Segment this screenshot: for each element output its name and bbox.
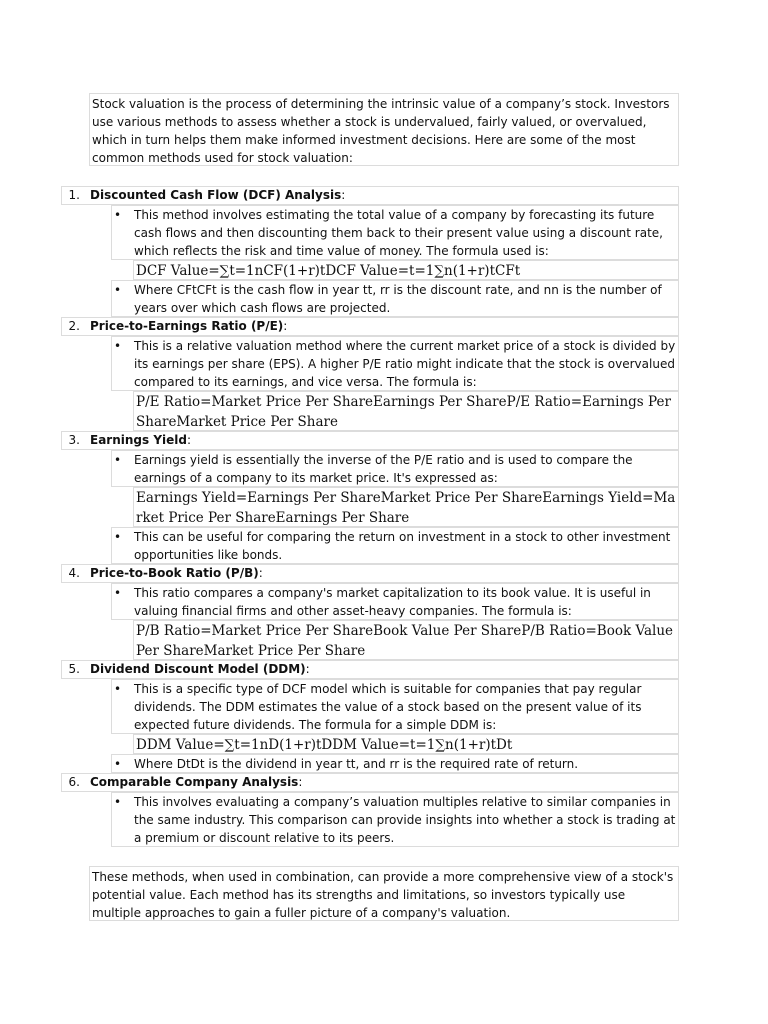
list-item: • This method involves estimating the total value of a company by forecasting its future cash flows and then discounting them back to their present value using a discount rate, which reflects the risk and time value of money. The formula used is:: [111, 205, 679, 260]
method-heading-comparable: 6. Comparable Company Analysis:: [61, 773, 679, 792]
method-title: Price-to-Earnings Ratio (P/E): [90, 319, 284, 333]
bullet-icon: •: [114, 283, 122, 297]
method-title: Discounted Cash Flow (DCF) Analysis: [90, 188, 342, 202]
list-number: 2.: [68, 319, 80, 333]
conclusion-paragraph: These methods, when used in combination, can provide a more comprehensive view of a stock's potential value. Each method has its strengths and limitations, so investors typically use multiple approaches to gain a fuller picture of a company's valuation.: [89, 866, 679, 921]
method-heading-pb: 4. Price-to-Book Ratio (P/B):: [61, 564, 679, 583]
list-number: 6.: [68, 775, 80, 789]
list-item: • This can be useful for comparing the return on investment in a stock to other investment opportunities like bonds.: [111, 527, 679, 564]
list-number: 4.: [68, 566, 80, 580]
list-item: • This ratio compares a company's market capitalization to its book value. It is useful in valuing financial firms and other asset-heavy companies. The formula is:: [111, 583, 679, 620]
method-title: Price-to-Book Ratio (P/B): [90, 566, 259, 580]
bullet-icon: •: [114, 339, 122, 353]
list-number: 3.: [68, 433, 80, 447]
formula-dcf: DCF Value=∑t=1nCF(1+r)tDCF Value=t=1∑n(1+r)tCFt: [133, 260, 679, 280]
list-item: • Where DtDt is the dividend in year tt, and rr is the required rate of return.: [111, 754, 679, 773]
bullet-icon: •: [114, 208, 122, 222]
formula-earnings-yield: Earnings Yield=Earnings Per ShareMarket Price Per ShareEarnings Yield=Market Price Per ShareEarnings Per Share: [133, 487, 679, 527]
list-number: 5.: [68, 662, 80, 676]
formula-ddm: DDM Value=∑t=1nD(1+r)tDDM Value=t=1∑n(1+r)tDt: [133, 734, 679, 754]
method-title: Comparable Company Analysis: [90, 775, 299, 789]
list-item: • Earnings yield is essentially the inverse of the P/E ratio and is used to compare the earnings of a company to its market price. It's expressed as:: [111, 450, 679, 487]
intro-paragraph: Stock valuation is the process of determining the intrinsic value of a company’s stock. Investors use various methods to assess whether a stock is undervalued, fairly valued, or overvalued, which in turn helps them make informed investment decisions. Here are some of the most common methods used for stock valuation:: [89, 93, 679, 166]
list-item: • This involves evaluating a company’s valuation multiples relative to similar companies in the same industry. This comparison can provide insights into whether a stock is trading at a premium or discount relative to its peers.: [111, 792, 679, 847]
list-item: • This is a specific type of DCF model which is suitable for companies that pay regular dividends. The DDM estimates the value of a stock based on the present value of its expected future dividends. The formula for a simple DDM is:: [111, 679, 679, 734]
bullet-icon: •: [114, 795, 122, 809]
bullet-icon: •: [114, 682, 122, 696]
method-title: Earnings Yield: [90, 433, 187, 447]
method-heading-pe: 2. Price-to-Earnings Ratio (P/E):: [61, 317, 679, 336]
method-title: Dividend Discount Model (DDM): [90, 662, 306, 676]
method-heading-earnings-yield: 3. Earnings Yield:: [61, 431, 679, 450]
list-item: • Where CFtCFt is the cash flow in year tt, rr is the discount rate, and nn is the number of years over which cash flows are projected.: [111, 280, 679, 317]
bullet-icon: •: [114, 530, 122, 544]
formula-pb: P/B Ratio=Market Price Per ShareBook Value Per ShareP/B Ratio=Book Value Per ShareMarket Price Per Share: [133, 620, 679, 660]
bullet-icon: •: [114, 757, 122, 771]
bullet-icon: •: [114, 453, 122, 467]
list-item: • This is a relative valuation method where the current market price of a stock is divided by its earnings per share (EPS). A higher P/E ratio might indicate that the stock is overvalued compared to its earnings, and vice versa. The formula is:: [111, 336, 679, 391]
method-heading-ddm: 5. Dividend Discount Model (DDM):: [61, 660, 679, 679]
list-number: 1.: [68, 188, 80, 202]
bullet-icon: •: [114, 586, 122, 600]
method-heading-dcf: 1. Discounted Cash Flow (DCF) Analysis:: [61, 186, 679, 205]
formula-pe: P/E Ratio=Market Price Per ShareEarnings Per ShareP/E Ratio=Earnings Per ShareMarket Price Per Share: [133, 391, 679, 431]
